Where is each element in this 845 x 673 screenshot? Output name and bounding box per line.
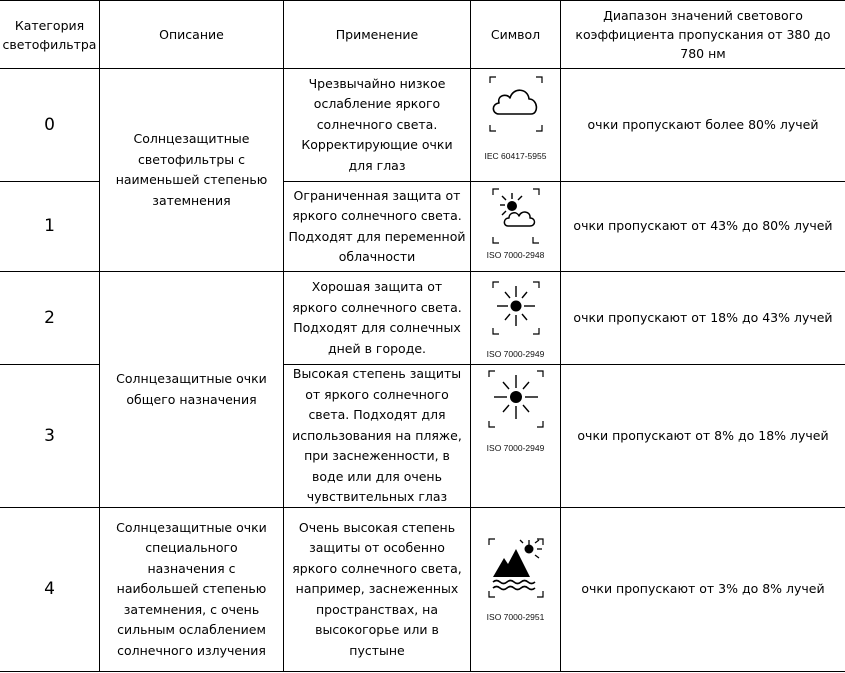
- symbol-cell-2: [471, 272, 560, 364]
- header-category: Категория светофильтра: [2, 17, 97, 52]
- description-group-low: Солнцезащитные светофильтры с наименьшей степенью затемнения: [115, 131, 268, 208]
- header-application: Применение: [335, 27, 419, 42]
- sun-behind-cloud-icon: [489, 185, 543, 247]
- application-3: Высокая степень защиты от яркого солнечного света. Подходят для использования на пляже, при заснеженности, в воде или для очень чувствительных глаз: [292, 366, 462, 505]
- symbol-code-2: ISO 7000-2949: [486, 349, 545, 359]
- table-bottom-border: [0, 671, 845, 672]
- header-description: Описание: [159, 27, 224, 42]
- category-0: 0: [44, 114, 55, 135]
- application-2: Хорошая защита от яркого солнечного света. Подходят для солнечных дней в городе.: [292, 279, 462, 356]
- description-group-special: Солнцезащитные очки специального назначения с наибольшей степенью затемнения, с очень сильным ослаблением солнечного излучения: [116, 519, 267, 658]
- symbol-code-3: ISO 7000-2949: [486, 443, 545, 453]
- header-symbol: Символ: [490, 27, 541, 42]
- cloud-icon: [486, 73, 546, 135]
- symbol-cell-3: [471, 365, 560, 507]
- description-group-general: Солнцезащитные очки общего назначения: [116, 371, 267, 407]
- category-4: 4: [44, 579, 55, 600]
- application-0: Чрезвычайно низкое ослабление яркого солнечного света. Корректирующие очки для глаз: [301, 75, 453, 173]
- range-4: очки пропускают от 3% до 8% лучей: [581, 581, 825, 597]
- category-1: 1: [44, 216, 55, 237]
- mountain-sun-water-icon: [485, 535, 547, 601]
- header-range: Диапазон значений светового коэффициента пропускания от 380 до 780 нм: [575, 8, 831, 61]
- range-3: очки пропускают от 8% до 18% лучей: [577, 427, 829, 443]
- symbol-code-0: IEC 60417-5955: [484, 151, 547, 161]
- symbol-cell-0: [471, 69, 560, 181]
- category-2: 2: [44, 307, 55, 328]
- sun-icon: [489, 278, 543, 338]
- range-0: очки пропускают более 80% лучей: [587, 116, 819, 132]
- category-3: 3: [44, 425, 55, 446]
- sun-icon: [485, 367, 547, 431]
- application-1: Ограниченная защита от яркого солнечного света. Подходят для переменной облачности: [288, 187, 466, 264]
- symbol-code-1: ISO 7000-2948: [486, 250, 545, 260]
- application-4: Очень высокая степень защиты от особенно яркого солнечного света, например, заснеженных пространствах, на высокогорье или в пустыне: [292, 519, 462, 658]
- symbol-code-4: ISO 7000-2951: [486, 612, 545, 622]
- symbol-cell-1: [471, 182, 560, 271]
- symbol-cell-4: [471, 508, 560, 671]
- range-1: очки пропускают от 43% до 80% лучей: [573, 218, 833, 234]
- range-2: очки пропускают от 18% до 43% лучей: [573, 309, 833, 325]
